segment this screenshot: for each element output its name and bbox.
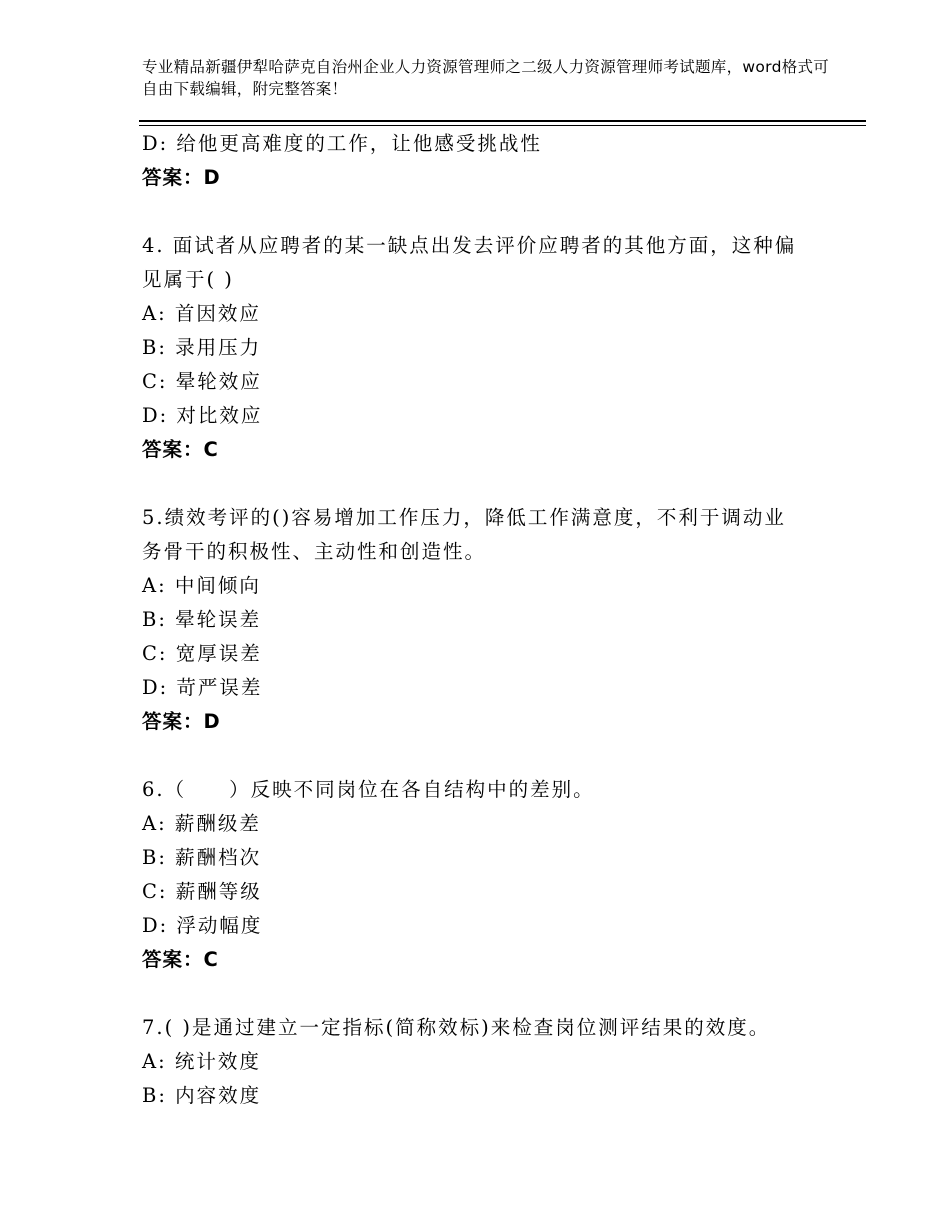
option-a: A: 首因效应: [142, 302, 261, 325]
option-d: D: 对比效应: [142, 404, 263, 427]
spacer: [142, 977, 832, 1011]
spacer: [142, 739, 832, 773]
option-a: A: 中间倾向: [142, 574, 261, 597]
option-c: C: 晕轮效应: [142, 370, 262, 393]
option-d: D: 给他更高难度的工作，让他感受挑战性: [142, 132, 542, 155]
option-b: B: 内容效度: [142, 1084, 262, 1107]
document-header: 专业精品新疆伊犁哈萨克自治州企业人力资源管理师之二级人力资源管理师考试题库，word格式可自由下载编辑，附完整答案！: [142, 58, 830, 98]
option-b: B: 晕轮误差: [142, 608, 262, 631]
header-divider-thick: [139, 120, 866, 122]
question-6-text: 6.（ ）反映不同岗位在各自结构中的差别。: [142, 778, 595, 801]
header-divider-thin: [139, 125, 866, 126]
answer: 答案：D: [142, 710, 221, 733]
question-content: [142, 127, 832, 1113]
spacer: [142, 195, 832, 229]
question-5-text-line2: 务骨干的积极性、主动性和创造性。: [142, 540, 487, 563]
option-c: C: 薪酬等级: [142, 880, 262, 903]
option-d: D: 苛严误差: [142, 676, 263, 699]
question-4-text-line2: 见属于( ): [142, 268, 234, 291]
question-5-text-line1: 5.绩效考评的()容易增加工作压力，降低工作满意度，不利于调动业: [142, 506, 786, 529]
question-4-text-line1: 4. 面试者从应聘者的某一缺点出发去评价应聘者的其他方面，这种偏: [142, 234, 797, 257]
answer: 答案：C: [142, 948, 219, 971]
option-a: A: 薪酬级差: [142, 812, 261, 835]
question-7-text: 7.( )是通过建立一定指标(简称效标)来检查岗位测评结果的效度。: [142, 1016, 771, 1039]
option-c: C: 宽厚误差: [142, 642, 262, 665]
spacer: [142, 467, 832, 501]
answer: 答案：C: [142, 438, 219, 461]
option-b: B: 录用压力: [142, 336, 262, 359]
answer: 答案：D: [142, 166, 221, 189]
option-a: A: 统计效度: [142, 1050, 261, 1073]
option-b: B: 薪酬档次: [142, 846, 262, 869]
option-d: D: 浮动幅度: [142, 914, 263, 937]
